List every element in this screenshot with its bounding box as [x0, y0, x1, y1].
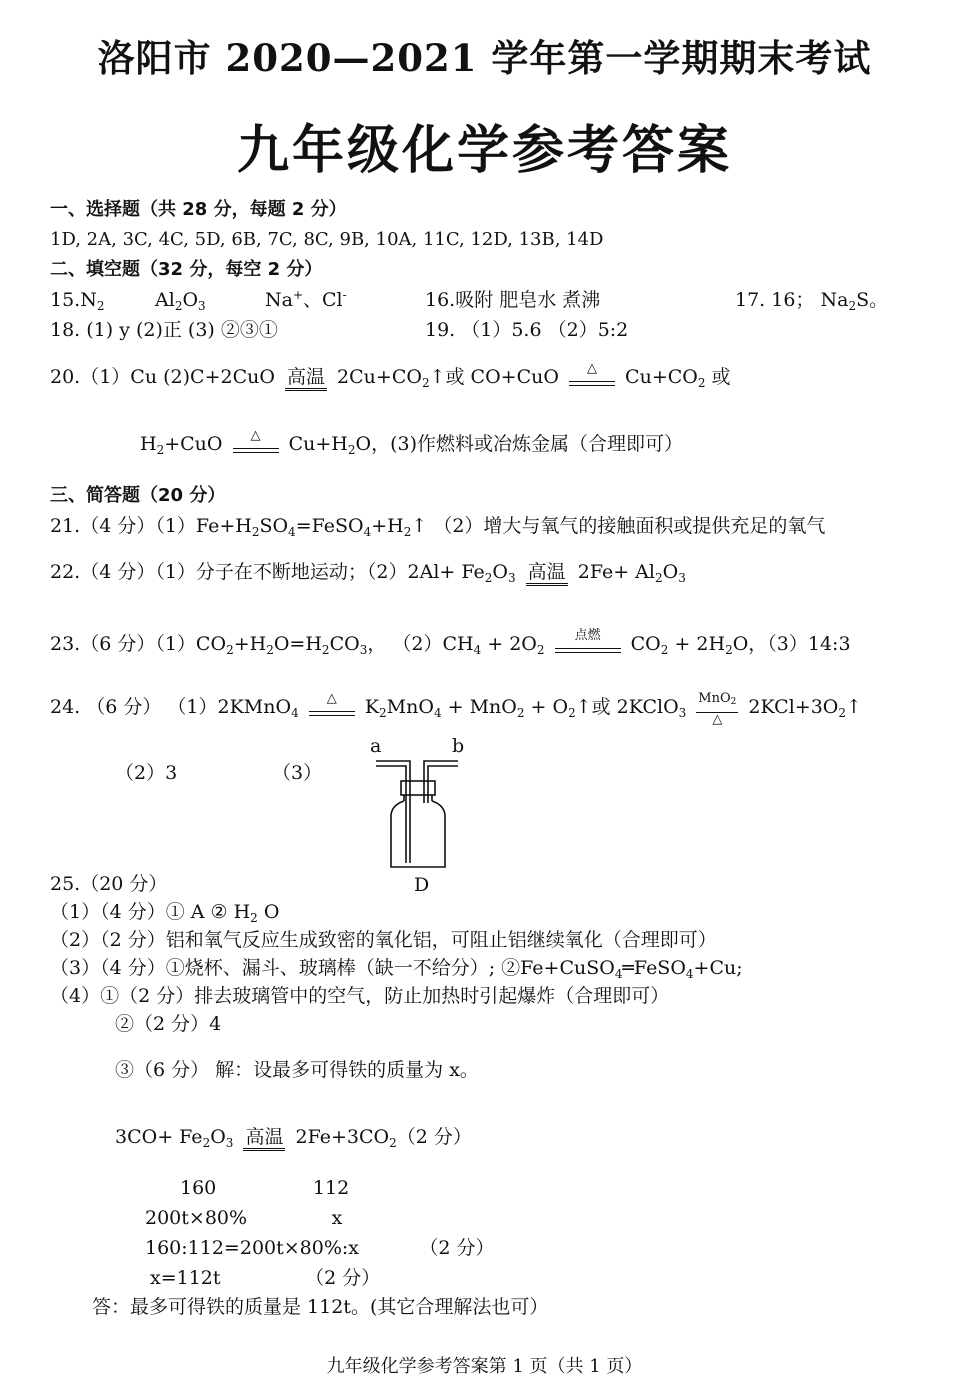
section-1-heading: 一、选择题（共 28 分，每题 2 分）	[50, 199, 347, 220]
section-3-heading: 三、简答题（20 分）	[50, 485, 226, 506]
condition-heat-sign: △	[569, 366, 615, 390]
calc-result: x=112t （2 分）	[150, 1267, 381, 1289]
apparatus-label-a: a	[370, 735, 382, 757]
answer-15-al2o3: $Al_2O_3$	[155, 289, 206, 313]
answer-19: 19. （1）5.6 （2）5:2	[425, 319, 629, 341]
answer-23: 23.（6 分）$(1)CO_2+H_2O=H_2CO_3$， $(2)CH_4 + 2O_2$ 点燃 $CO_2 + 2H_2O$，（3）14:3	[50, 628, 851, 657]
section-2-heading: 二、填空题（32 分，每空 2 分）	[50, 259, 323, 280]
calc-equation: $3CO+ Fe_2O_3$ 高温 $2Fe+3CO_2(2$ 分）	[115, 1125, 472, 1150]
page-subtitle: 九年级化学参考答案	[236, 120, 732, 181]
answer-25-part4-1: （4）①（2 分）排去玻璃管中的空气，防止加热时引起爆炸（合理即可）	[50, 985, 670, 1007]
answer-18: 18. (1) y (2)正 (3) ②③①	[50, 319, 278, 341]
condition-heat-sign: △	[233, 433, 279, 457]
page-title: 洛阳市 2020—2021 学年第一学期期末考试	[97, 36, 872, 80]
gas-washing-bottle-icon	[370, 755, 470, 875]
answer-25-part3: （3）（4 分）①烧杯、漏斗、玻璃棒（缺一不给分）; ②Fe+CuSO$_4$═FeSO$_4$+Cu;	[50, 957, 743, 981]
answer-15-ions: Na+、Cl-	[265, 288, 347, 311]
answer-20-line1: 20.（1）Cu (2)C+2CuO 高温 $2Cu+CO_2↑$或 CO+CuO △ $Cu+CO_2$ 或	[50, 361, 731, 390]
answer-22: 22.（4 分）（1）分子在不断地运动；$(2)2Al+ Fe_2O_3$ 高温 $2Fe+ Al_2O_3$	[50, 560, 686, 585]
answer-16: 16.吸附 肥皂水 煮沸	[425, 289, 601, 311]
answer-20-line2: $H_2+CuO$ △ $Cu+H_2O$，(3)作燃料或冶炼金属（合理即可）	[140, 428, 683, 457]
apparatus-label-d: D	[414, 874, 430, 896]
answer-24-line1: 24. （6 分） （1）2KMnO$_4$ △ $K_2MnO_4 + MnO_2$ + $O_2↑$或 2KClO$_3$ MnO$_2$ △ $2KCl+3O_2↑$	[50, 691, 862, 727]
answer-25-part4-3: ③（6 分） 解：设最多可得铁的质量为 x。	[115, 1059, 479, 1081]
answer-25-part1: （1）（4 分）① A ② $H_2$ O	[50, 901, 280, 925]
final-answer: 答：最多可得铁的质量是 112t。(其它合理解法也可）	[92, 1296, 549, 1318]
condition-high-temp: 高温	[285, 366, 327, 391]
calc-proportion: 160:112=200t×80%:x （2 分）	[145, 1237, 495, 1259]
condition-catalyst: MnO$_2$ △	[698, 691, 737, 727]
answer-25-part2: （2）（2 分）铝和氧气反应生成致密的氧化铝，可阻止铝继续氧化（合理即可）	[50, 929, 717, 951]
answer-17: 17. 16； $Na_2S$。	[735, 289, 889, 313]
condition-high-temp: 高温	[243, 1126, 285, 1151]
answer-25-heading: 25.（20 分）	[50, 873, 168, 895]
condition-ignite: 点燃	[555, 633, 621, 657]
page-footer: 九年级化学参考答案第 1 页（共 1 页）	[326, 1356, 643, 1377]
calc-quantities: 200t×80% x	[145, 1207, 343, 1229]
section-1-answers: 1D, 2A, 3C, 4C, 5D, 6B, 7C, 8C, 9B, 10A, 11C, 12D, 13B, 14D	[50, 229, 604, 250]
answer-15: $15.N_2$	[50, 289, 105, 313]
apparatus-label-b: b	[452, 735, 465, 757]
answer-25-part4-2: ②（2 分）4	[115, 1013, 222, 1035]
condition-high-temp: 高温	[526, 561, 568, 586]
answer-21: 21.（4 分）$(1)Fe+H_2SO_4=FeSO_4+H_2↑$ （2）增大与氧气的接触面积或提供充足的氧气	[50, 515, 826, 539]
condition-heat-sign: △	[309, 696, 355, 720]
answer-24-part3: （3）	[272, 762, 323, 784]
calc-molar-masses: 160 112	[180, 1177, 350, 1199]
answer-24-part2: （2）3	[115, 762, 178, 784]
